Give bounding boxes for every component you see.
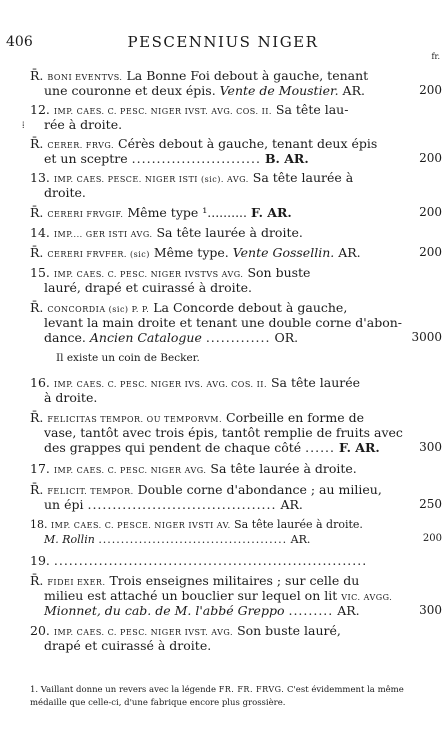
price: 3000 (411, 330, 442, 344)
price: 250 (419, 497, 442, 511)
entry-line: un épi ...................................... AR. (44, 497, 303, 512)
footnote: 1. Vaillant donne un revers avec la légende FR. FR. FRVG. C'est évidemment la même (30, 685, 404, 695)
entry-line: R̄. CERERI FRVGIF. Même type ¹.......... F. AR. (30, 205, 292, 220)
entry-line: drapé et cuirassé à droite. (44, 638, 212, 653)
entry-line: une couronne et deux épis. Vente de Moustier. AR. (44, 83, 365, 98)
price: 300 (419, 440, 442, 454)
entry-line: rée à droite. (44, 117, 123, 132)
entry-line: à droite. (44, 390, 98, 405)
entry-line: Mionnet, du cab. de M. l'abbé Greppo ......... AR. (44, 603, 360, 618)
entry-line: R̄. BONI EVENTVS. La Bonne Foi debout à gauche, tenant (30, 68, 369, 83)
entry-line: R̄. FELICITAS TEMPOR. OU TEMPORVM. Corbeille en forme de (30, 410, 365, 425)
entry-line: 16. IMP. CAES. C. PESC. NIGER IVS. AVG. COS. II. Sa tête laurée (30, 375, 361, 390)
entry-line: levant la main droite et tenant une double corne d'abon- (44, 315, 403, 330)
page-title: PESCENNIUS NIGER (127, 33, 319, 51)
entry-line: 19. ............................................................... (30, 553, 368, 568)
entry-line: 15. IMP. CAES. C. PESC. NIGER IVSTVS AVG. Son buste (30, 265, 311, 280)
entry-line: R̄. CONCORDIA (sic) P. P. La Concorde debout à gauche, (30, 300, 348, 315)
entry-line: lauré, drapé et cuirassé à droite. (44, 280, 253, 295)
entry-line: 18. IMP. CAES. C. PESCE. NIGER IVSTI AV. Sa tête laurée à droite. (30, 518, 363, 531)
price-column-label: fr. (431, 52, 440, 61)
entry-line: 12. IMP. CAES. C. PESC. NIGER IVST. AVG. COS. II. Sa tête lau- (30, 102, 349, 117)
price: 200 (422, 533, 442, 544)
entry-line: R̄. FELICIT. TEMPOR. Double corne d'abondance ; au milieu, (30, 482, 382, 497)
page-number: 406 (6, 34, 33, 50)
price: 200 (419, 151, 442, 165)
margin-mark: ⁞ (22, 121, 25, 131)
entry-line: R̄. CERER. FRVG. Cérès debout à gauche, tenant deux épis (30, 136, 378, 151)
entry-line: R̄. FIDEI EXER. Trois enseignes militaires ; sur celle du (30, 573, 360, 588)
entry-line: des grappes qui pendent de chaque côté ...... F. AR. (44, 440, 380, 455)
entry-line: vase, tantôt avec trois épis, tantôt remplie de fruits avec (44, 425, 403, 440)
entry-line: R̄. CERERI FRVFER. (sic) Même type. Vente Gossellin. AR. (30, 245, 361, 260)
entry-line: et un sceptre .......................... B. AR. (44, 151, 309, 166)
entry-line: 20. IMP. CAES. C. PESC. NIGER IVST. AVG. Son buste lauré, (30, 623, 341, 638)
footnote: médaille que celle-ci, d'une fabrique encore plus grossière. (30, 698, 286, 708)
price: 200 (419, 245, 442, 259)
entry-line: 13. IMP. CAES. PESCE. NIGER ISTI (sic). AVG. Sa tête laurée à (30, 170, 354, 185)
entry-line: milieu est attaché un bouclier sur lequel on lit VIC. AVGG. (44, 588, 393, 603)
note: Il existe un coin de Becker. (56, 352, 200, 364)
entry-line: M. Rollin .......................................... AR. (44, 533, 311, 546)
entry-line: 17. IMP. CAES. C. PESC. NIGER AVG. Sa tête laurée à droite. (30, 461, 357, 476)
entry-line: droite. (44, 185, 86, 200)
price: 200 (419, 205, 442, 219)
price: 300 (419, 603, 442, 617)
price: 200 (419, 83, 442, 97)
entry-line: 14. IMP.... GER ISTI AVG. Sa tête laurée à droite. (30, 225, 303, 240)
entry-line: dance. Ancien Catalogue ............. OR. (44, 330, 299, 345)
